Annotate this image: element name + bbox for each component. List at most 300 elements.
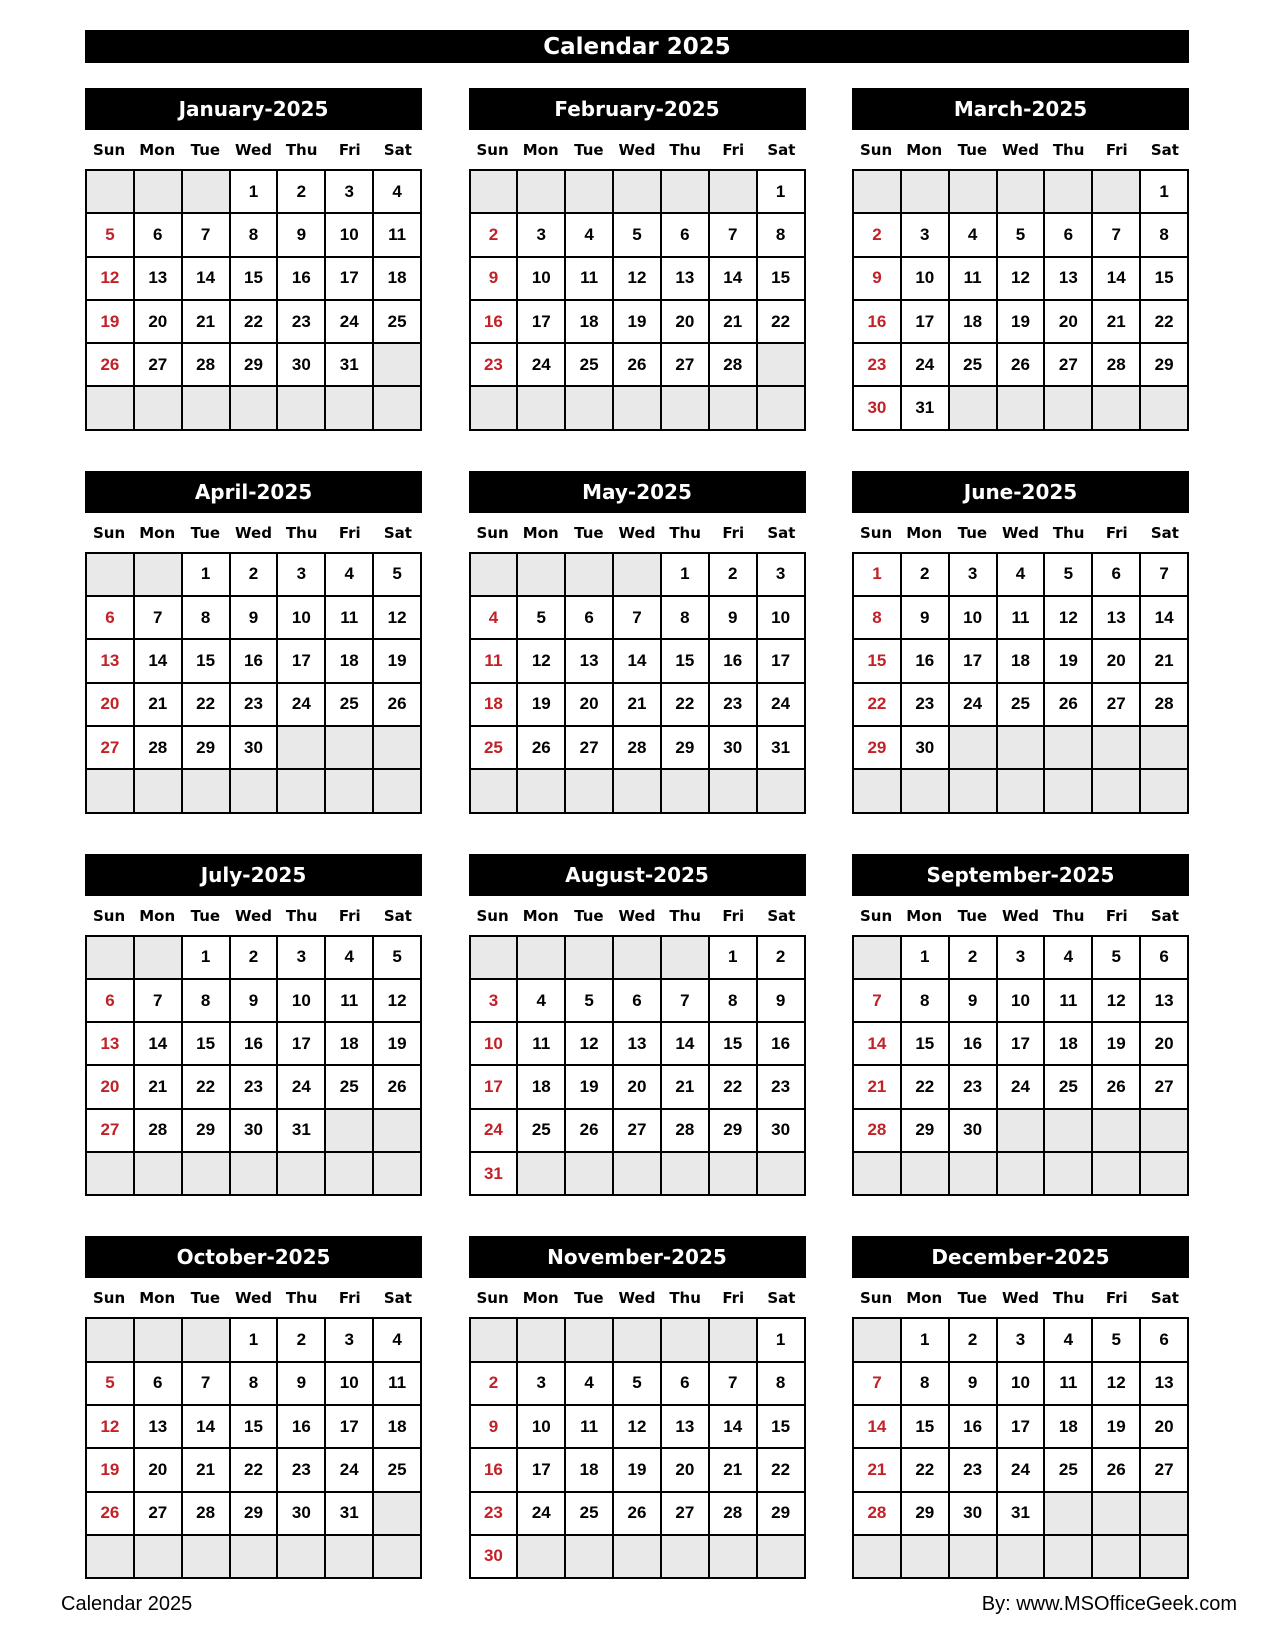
- weekday-label: Wed: [1002, 906, 1039, 925]
- day-cell: 20: [566, 684, 614, 727]
- day-cell: 9: [278, 214, 326, 257]
- day-cell: 5: [614, 1363, 662, 1406]
- weekday-header-row: [852, 1289, 1189, 1308]
- weekday-label: Wed: [618, 141, 656, 159]
- day-cell: 28: [710, 344, 758, 387]
- empty-day-cell: [950, 171, 998, 214]
- empty-day-cell: [1093, 1536, 1141, 1579]
- day-cell: 20: [1141, 1406, 1189, 1449]
- day-cell: 1: [758, 171, 806, 214]
- day-cell: 21: [614, 684, 662, 727]
- weekday-label: Wed: [235, 141, 272, 159]
- weekday-label: Tue: [957, 906, 988, 925]
- day-cell: 30: [278, 1493, 326, 1536]
- empty-day-cell: [518, 1153, 566, 1196]
- day-cell: 25: [518, 1110, 566, 1153]
- day-cell: 22: [902, 1449, 950, 1492]
- day-cell: 8: [710, 980, 758, 1023]
- day-cell: 24: [278, 684, 326, 727]
- day-cell: 7: [710, 214, 758, 257]
- month-block: [852, 471, 1189, 814]
- day-cell: 22: [183, 1066, 231, 1109]
- day-cell: 11: [1045, 1363, 1093, 1406]
- day-cell: 27: [614, 1110, 662, 1153]
- day-cell: 23: [854, 344, 902, 387]
- day-cell: 2: [231, 554, 279, 597]
- day-cell: 4: [998, 554, 1046, 597]
- empty-day-cell: [231, 387, 279, 430]
- day-cell: 31: [471, 1153, 519, 1196]
- day-cell: 1: [231, 1319, 279, 1362]
- day-cell: 5: [566, 980, 614, 1023]
- empty-day-cell: [183, 171, 231, 214]
- month-block: [85, 1236, 422, 1579]
- empty-day-cell: [950, 1153, 998, 1196]
- day-cell: 27: [1141, 1066, 1189, 1109]
- day-cell: 8: [758, 1363, 806, 1406]
- empty-day-cell: [183, 1536, 231, 1579]
- month-block: [852, 88, 1189, 431]
- day-cell: 16: [471, 301, 519, 344]
- day-cell: 5: [87, 1363, 135, 1406]
- empty-day-cell: [326, 1110, 374, 1153]
- empty-day-cell: [135, 770, 183, 813]
- weekday-label: Fri: [722, 906, 745, 925]
- empty-day-cell: [998, 171, 1046, 214]
- day-cell: 15: [758, 1406, 806, 1449]
- day-cell: 12: [374, 597, 422, 640]
- day-cell: 20: [614, 1066, 662, 1109]
- day-cell: 3: [326, 171, 374, 214]
- day-cell: 30: [758, 1110, 806, 1153]
- day-cell: 1: [710, 937, 758, 980]
- empty-day-cell: [518, 387, 566, 430]
- day-cell: 2: [471, 1363, 519, 1406]
- day-cell: 1: [902, 937, 950, 980]
- day-cell: 5: [374, 554, 422, 597]
- day-cell: 24: [902, 344, 950, 387]
- empty-day-cell: [710, 387, 758, 430]
- day-cell: 1: [231, 171, 279, 214]
- empty-day-cell: [326, 1536, 374, 1579]
- weekday-label: Mon: [522, 1289, 559, 1308]
- weekday-label: Tue: [190, 1289, 221, 1308]
- day-cell: 31: [326, 344, 374, 387]
- weekday-label: Tue: [574, 141, 604, 159]
- day-cell: 19: [614, 301, 662, 344]
- day-cell: 7: [1093, 214, 1141, 257]
- weekday-label: Mon: [522, 906, 559, 925]
- day-cell: 27: [135, 1493, 183, 1536]
- day-cell: 27: [662, 344, 710, 387]
- weekday-label: Mon: [139, 906, 176, 925]
- day-cell: 11: [374, 1363, 422, 1406]
- day-cell: 28: [662, 1110, 710, 1153]
- day-cell: 21: [662, 1066, 710, 1109]
- month-day-grid: [469, 1317, 806, 1579]
- empty-day-cell: [518, 770, 566, 813]
- weekday-label: Thu: [669, 906, 701, 925]
- empty-day-cell: [902, 1153, 950, 1196]
- day-cell: 16: [278, 258, 326, 301]
- empty-day-cell: [614, 387, 662, 430]
- month-title: August-2025: [469, 854, 806, 896]
- empty-day-cell: [998, 387, 1046, 430]
- empty-day-cell: [135, 1153, 183, 1196]
- empty-day-cell: [1045, 1493, 1093, 1536]
- empty-day-cell: [854, 1536, 902, 1579]
- day-cell: 30: [854, 387, 902, 430]
- empty-day-cell: [374, 1153, 422, 1196]
- day-cell: 23: [471, 1493, 519, 1536]
- day-cell: 23: [950, 1066, 998, 1109]
- day-cell: 2: [854, 214, 902, 257]
- empty-day-cell: [374, 387, 422, 430]
- day-cell: 23: [758, 1066, 806, 1109]
- day-cell: 1: [183, 937, 231, 980]
- day-cell: 10: [326, 1363, 374, 1406]
- day-cell: 28: [183, 344, 231, 387]
- weekday-header-row: [469, 1289, 806, 1308]
- day-cell: 27: [1045, 344, 1093, 387]
- month-block: [852, 1236, 1189, 1579]
- day-cell: 15: [662, 640, 710, 683]
- day-cell: 6: [614, 980, 662, 1023]
- day-cell: 24: [998, 1449, 1046, 1492]
- day-cell: 28: [183, 1493, 231, 1536]
- day-cell: 5: [1093, 1319, 1141, 1362]
- day-cell: 19: [374, 1023, 422, 1066]
- day-cell: 30: [471, 1536, 519, 1579]
- weekday-label: Fri: [1105, 141, 1128, 159]
- day-cell: 14: [614, 640, 662, 683]
- day-cell: 25: [566, 344, 614, 387]
- empty-day-cell: [374, 1493, 422, 1536]
- weekday-header-row: [469, 524, 806, 543]
- day-cell: 16: [278, 1406, 326, 1449]
- day-cell: 30: [950, 1493, 998, 1536]
- day-cell: 10: [998, 1363, 1046, 1406]
- day-cell: 9: [902, 597, 950, 640]
- weekday-label: Mon: [906, 1289, 943, 1308]
- day-cell: 28: [854, 1110, 902, 1153]
- day-cell: 13: [135, 1406, 183, 1449]
- day-cell: 8: [662, 597, 710, 640]
- day-cell: 1: [758, 1319, 806, 1362]
- day-cell: 15: [183, 1023, 231, 1066]
- weekday-label: Wed: [618, 906, 656, 925]
- day-cell: 5: [998, 214, 1046, 257]
- empty-day-cell: [662, 1319, 710, 1362]
- day-cell: 24: [326, 1449, 374, 1492]
- weekday-label: Thu: [669, 1289, 701, 1308]
- day-cell: 6: [566, 597, 614, 640]
- weekday-label: Sun: [92, 141, 126, 159]
- empty-day-cell: [566, 1319, 614, 1362]
- day-cell: 4: [374, 171, 422, 214]
- empty-day-cell: [902, 171, 950, 214]
- empty-day-cell: [231, 770, 279, 813]
- day-cell: 4: [326, 554, 374, 597]
- empty-day-cell: [231, 1153, 279, 1196]
- weekday-label: Sat: [767, 141, 796, 159]
- empty-day-cell: [758, 344, 806, 387]
- day-cell: 27: [87, 727, 135, 770]
- empty-day-cell: [758, 770, 806, 813]
- day-cell: 12: [1093, 980, 1141, 1023]
- month-block: [469, 471, 806, 814]
- day-cell: 3: [326, 1319, 374, 1362]
- weekday-label: Sun: [859, 1289, 893, 1308]
- day-cell: 12: [566, 1023, 614, 1066]
- day-cell: 25: [1045, 1066, 1093, 1109]
- empty-day-cell: [854, 1319, 902, 1362]
- weekday-label: Tue: [190, 523, 221, 542]
- day-cell: 30: [710, 727, 758, 770]
- day-cell: 26: [998, 344, 1046, 387]
- day-cell: 23: [231, 684, 279, 727]
- day-cell: 16: [710, 640, 758, 683]
- empty-day-cell: [135, 171, 183, 214]
- empty-day-cell: [950, 387, 998, 430]
- day-cell: 8: [231, 1363, 279, 1406]
- day-cell: 10: [518, 258, 566, 301]
- empty-day-cell: [278, 1536, 326, 1579]
- day-cell: 16: [758, 1023, 806, 1066]
- day-cell: 24: [518, 344, 566, 387]
- empty-day-cell: [518, 1536, 566, 1579]
- weekday-label: Sun: [476, 906, 509, 925]
- day-cell: 2: [710, 554, 758, 597]
- empty-day-cell: [1045, 727, 1093, 770]
- month-day-grid: [469, 552, 806, 814]
- day-cell: 17: [998, 1406, 1046, 1449]
- weekday-label: Thu: [669, 141, 701, 159]
- empty-day-cell: [566, 554, 614, 597]
- weekday-label: Mon: [139, 1289, 176, 1308]
- day-cell: 12: [1093, 1363, 1141, 1406]
- day-cell: 21: [1141, 640, 1189, 683]
- day-cell: 22: [710, 1066, 758, 1109]
- day-cell: 29: [183, 727, 231, 770]
- day-cell: 7: [662, 980, 710, 1023]
- weekday-header-row: [469, 141, 806, 160]
- day-cell: 12: [614, 258, 662, 301]
- empty-day-cell: [87, 1153, 135, 1196]
- day-cell: 21: [1093, 301, 1141, 344]
- weekday-label: Sat: [1150, 1289, 1179, 1308]
- weekday-label: Sun: [92, 523, 126, 542]
- day-cell: 8: [758, 214, 806, 257]
- empty-day-cell: [183, 770, 231, 813]
- day-cell: 9: [758, 980, 806, 1023]
- weekday-label: Thu: [1052, 906, 1085, 925]
- empty-day-cell: [471, 937, 519, 980]
- empty-day-cell: [998, 1153, 1046, 1196]
- empty-day-cell: [710, 171, 758, 214]
- day-cell: 28: [135, 1110, 183, 1153]
- day-cell: 4: [374, 1319, 422, 1362]
- empty-day-cell: [518, 554, 566, 597]
- day-cell: 5: [1093, 937, 1141, 980]
- month-day-grid: [852, 935, 1189, 1197]
- day-cell: 6: [1045, 214, 1093, 257]
- weekday-label: Wed: [1002, 523, 1039, 542]
- day-cell: 25: [374, 1449, 422, 1492]
- day-cell: 16: [231, 1023, 279, 1066]
- day-cell: 3: [902, 214, 950, 257]
- day-cell: 26: [374, 1066, 422, 1109]
- empty-day-cell: [518, 1319, 566, 1362]
- weekday-label: Sat: [383, 141, 412, 159]
- weekday-label: Sun: [859, 906, 893, 925]
- day-cell: 6: [1093, 554, 1141, 597]
- day-cell: 13: [1093, 597, 1141, 640]
- weekday-label: Sun: [476, 523, 509, 542]
- empty-day-cell: [902, 1536, 950, 1579]
- footer: [61, 1593, 1237, 1616]
- day-cell: 4: [326, 937, 374, 980]
- day-cell: 11: [326, 980, 374, 1023]
- day-cell: 17: [902, 301, 950, 344]
- day-cell: 18: [471, 684, 519, 727]
- empty-day-cell: [710, 1319, 758, 1362]
- day-cell: 23: [278, 301, 326, 344]
- month-block: [469, 88, 806, 431]
- day-cell: 29: [902, 1110, 950, 1153]
- day-cell: 20: [87, 684, 135, 727]
- day-cell: 9: [950, 980, 998, 1023]
- empty-day-cell: [662, 937, 710, 980]
- day-cell: 17: [950, 640, 998, 683]
- month-day-grid: [85, 169, 422, 431]
- empty-day-cell: [135, 1319, 183, 1362]
- day-cell: 13: [1141, 980, 1189, 1023]
- day-cell: 18: [518, 1066, 566, 1109]
- day-cell: 27: [1093, 684, 1141, 727]
- day-cell: 10: [471, 1023, 519, 1066]
- day-cell: 25: [998, 684, 1046, 727]
- day-cell: 11: [326, 597, 374, 640]
- weekday-label: Tue: [190, 141, 221, 159]
- month-title: April-2025: [85, 471, 422, 513]
- months-grid: [85, 88, 1189, 1579]
- weekday-label: Fri: [338, 1289, 361, 1308]
- day-cell: 8: [183, 597, 231, 640]
- weekday-label: Fri: [1105, 523, 1128, 542]
- month-title: November-2025: [469, 1236, 806, 1278]
- empty-day-cell: [1093, 1493, 1141, 1536]
- weekday-label: Mon: [906, 523, 943, 542]
- month-block: [85, 854, 422, 1197]
- day-cell: 4: [1045, 1319, 1093, 1362]
- month-title: February-2025: [469, 88, 806, 130]
- day-cell: 23: [231, 1066, 279, 1109]
- weekday-label: Wed: [618, 523, 656, 542]
- day-cell: 8: [231, 214, 279, 257]
- weekday-label: Mon: [139, 523, 176, 542]
- day-cell: 9: [231, 980, 279, 1023]
- day-cell: 27: [135, 344, 183, 387]
- weekday-header-row: [85, 907, 422, 926]
- weekday-header-row: [469, 907, 806, 926]
- month-day-grid: [85, 552, 422, 814]
- empty-day-cell: [566, 770, 614, 813]
- day-cell: 15: [231, 1406, 279, 1449]
- day-cell: 24: [758, 684, 806, 727]
- empty-day-cell: [374, 1110, 422, 1153]
- weekday-label: Thu: [1052, 141, 1085, 159]
- day-cell: 17: [518, 301, 566, 344]
- empty-day-cell: [710, 770, 758, 813]
- weekday-label: Sun: [92, 906, 126, 925]
- weekday-label: Sat: [383, 523, 412, 542]
- empty-day-cell: [662, 1153, 710, 1196]
- day-cell: 17: [278, 1023, 326, 1066]
- day-cell: 10: [326, 214, 374, 257]
- empty-day-cell: [471, 1319, 519, 1362]
- empty-day-cell: [1093, 1153, 1141, 1196]
- empty-day-cell: [662, 1536, 710, 1579]
- month-title: June-2025: [852, 471, 1189, 513]
- empty-day-cell: [183, 1153, 231, 1196]
- day-cell: 2: [950, 937, 998, 980]
- day-cell: 8: [902, 980, 950, 1023]
- day-cell: 7: [614, 597, 662, 640]
- empty-day-cell: [374, 1536, 422, 1579]
- day-cell: 30: [950, 1110, 998, 1153]
- empty-day-cell: [87, 387, 135, 430]
- day-cell: 11: [1045, 980, 1093, 1023]
- day-cell: 7: [183, 214, 231, 257]
- empty-day-cell: [710, 1536, 758, 1579]
- day-cell: 8: [1141, 214, 1189, 257]
- day-cell: 21: [183, 301, 231, 344]
- day-cell: 7: [183, 1363, 231, 1406]
- day-cell: 15: [183, 640, 231, 683]
- day-cell: 26: [614, 344, 662, 387]
- day-cell: 21: [135, 1066, 183, 1109]
- empty-day-cell: [278, 1153, 326, 1196]
- empty-day-cell: [326, 770, 374, 813]
- day-cell: 16: [950, 1023, 998, 1066]
- day-cell: 24: [950, 684, 998, 727]
- weekday-label: Fri: [722, 141, 745, 159]
- day-cell: 31: [326, 1493, 374, 1536]
- empty-day-cell: [854, 770, 902, 813]
- day-cell: 22: [231, 301, 279, 344]
- day-cell: 9: [471, 258, 519, 301]
- day-cell: 29: [758, 1493, 806, 1536]
- weekday-label: Sun: [859, 141, 893, 159]
- day-cell: 19: [518, 684, 566, 727]
- day-cell: 27: [662, 1493, 710, 1536]
- empty-day-cell: [87, 1319, 135, 1362]
- day-cell: 2: [278, 171, 326, 214]
- day-cell: 14: [710, 258, 758, 301]
- empty-day-cell: [566, 937, 614, 980]
- weekday-label: Fri: [722, 523, 745, 542]
- day-cell: 21: [854, 1449, 902, 1492]
- day-cell: 20: [662, 301, 710, 344]
- empty-day-cell: [614, 1319, 662, 1362]
- weekday-label: Sat: [1150, 523, 1179, 542]
- day-cell: 9: [854, 258, 902, 301]
- empty-day-cell: [1141, 727, 1189, 770]
- empty-day-cell: [854, 937, 902, 980]
- empty-day-cell: [950, 1536, 998, 1579]
- weekday-label: Thu: [285, 141, 318, 159]
